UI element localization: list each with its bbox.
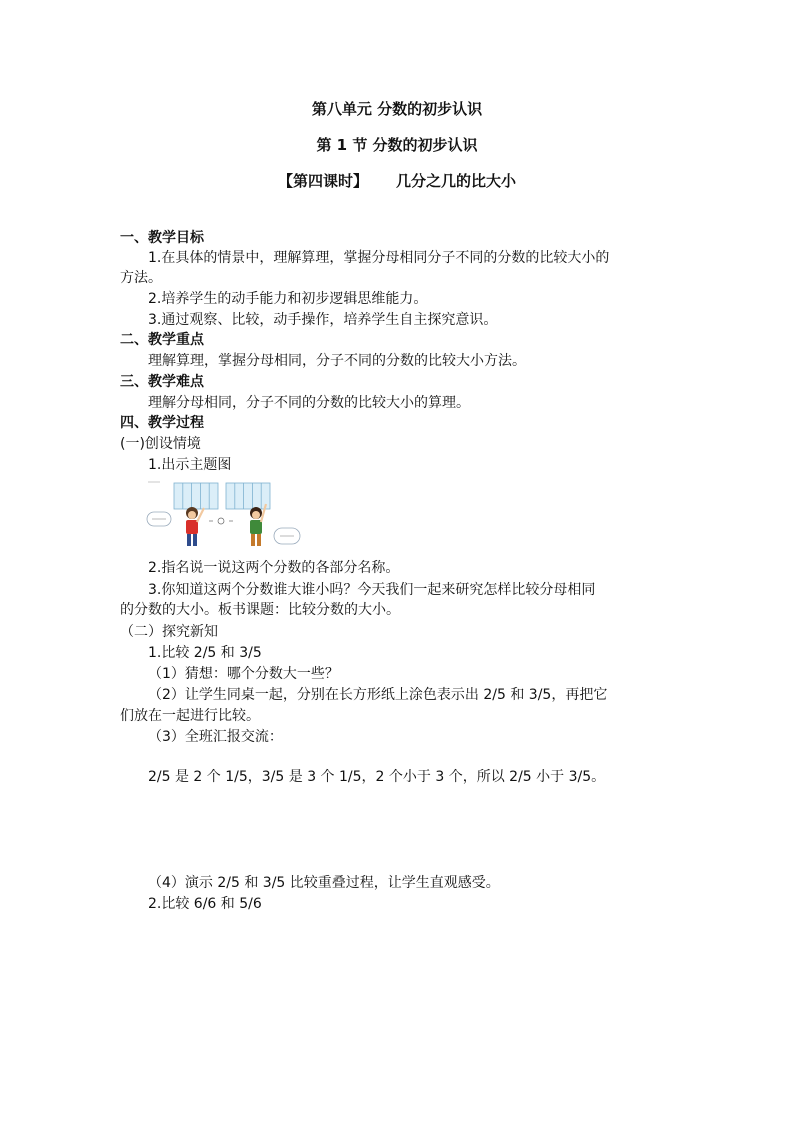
- theme-illustration: [146, 480, 302, 552]
- sub-step-1: （1）猜想：哪个分数大一些？: [148, 666, 339, 682]
- section-title: 第 1 节 分数的初步认识: [316, 136, 478, 154]
- difficulties-heading: 三、教学难点: [120, 374, 204, 390]
- fraction-compare-marks: [209, 518, 233, 524]
- goal-3: 3.通过观察、比较，动手操作，培养学生自主探究意识。: [148, 312, 498, 328]
- step-3-line-2: 的分数的大小。板书课题：比较分数的大小。: [120, 602, 400, 618]
- lesson-label: 【第四课时】: [277, 172, 368, 190]
- fraction-strip-left: [174, 483, 218, 509]
- boy-figure: [186, 507, 204, 546]
- goals-heading: 一、教学目标: [120, 230, 204, 246]
- explanation: 2/5 是 2 个 1/5，3/5 是 3 个 1/5，2 个小于 3 个，所以 2/5 小于 3/5。: [148, 769, 606, 785]
- key-points-heading: 二、教学重点: [120, 332, 204, 348]
- compare-2: 2.比较 6/6 和 5/6: [148, 896, 262, 912]
- sub-step-4: （4）演示 2/5 和 3/5 比较重叠过程，让学生直观感受。: [148, 875, 500, 891]
- unit-title: 第八单元 分数的初步认识: [311, 100, 483, 118]
- lesson-heading: [0, 170, 794, 192]
- girl-figure: [250, 504, 266, 546]
- step-3-line-1: 3.你知道这两个分数谁大谁小吗？今天我们一起来研究怎样比较分母相同: [148, 582, 596, 598]
- difficulties-text: 理解分母相同，分子不同的分数的比较大小的算理。: [148, 395, 470, 411]
- sub-step-3: （3）全班汇报交流：: [148, 729, 283, 745]
- step-1: 1.出示主题图: [148, 457, 232, 473]
- process-heading: 四、教学过程: [120, 415, 204, 431]
- speech-bubble-right: [274, 528, 300, 544]
- part1-heading: (一)创设情境: [120, 436, 201, 452]
- part2-heading: （二）探究新知: [120, 624, 218, 640]
- speech-bubble-left: [147, 512, 171, 526]
- lesson-title: 几分之几的比大小: [396, 172, 517, 190]
- key-points-text: 理解算理，掌握分母相同，分子不同的分数的比较大小方法。: [148, 353, 526, 369]
- goal-1-line-2: 方法。: [120, 270, 162, 286]
- step-2: 2.指名说一说这两个分数的各部分名称。: [148, 560, 400, 576]
- compare-1: 1.比较 2/5 和 3/5: [148, 645, 262, 661]
- goal-1-line-1: 1.在具体的情景中，理解算理，掌握分母相同分子不同的分数的比较大小的: [148, 250, 610, 266]
- fraction-strip-right: [226, 483, 270, 509]
- sub-step-2-line-1: （2）让学生同桌一起，分别在长方形纸上涂色表示出 2/5 和 3/5，再把它: [148, 687, 608, 703]
- goal-2: 2.培养学生的动手能力和初步逻辑思维能力。: [148, 291, 428, 307]
- sub-step-2-line-2: 们放在一起进行比较。: [120, 708, 260, 724]
